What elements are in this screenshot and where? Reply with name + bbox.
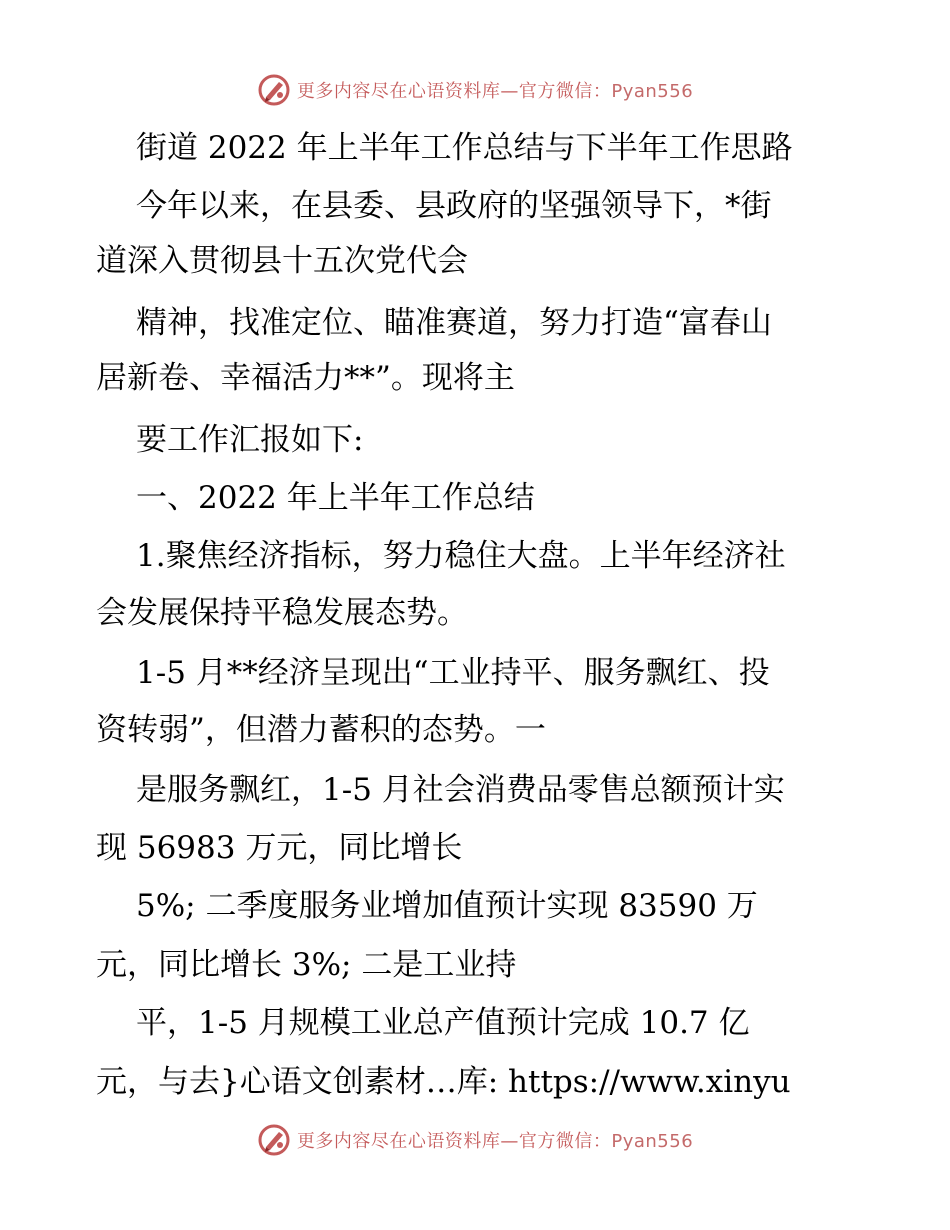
section-heading: 一、2022 年上半年工作总结 xyxy=(136,480,535,516)
paragraph-line: 会发展保持平稳发展态势。 xyxy=(96,595,468,631)
footer-banner-main: 更多内容尽在心语资料库—官方微信： xyxy=(296,1131,612,1152)
paragraph-line: 是服务飘红，1-5 月社会消费品零售总额预计实 xyxy=(136,772,785,808)
pen-leaf-logo-icon xyxy=(257,1123,291,1157)
paragraph-line: 平，1-5 月规模工业总产值预计完成 10.7 亿 xyxy=(136,1005,750,1041)
paragraph-line: 道深入贯彻县十五次党代会 xyxy=(96,243,468,279)
paragraph-line: 今年以来，在县委、县政府的坚强领导下，*街 xyxy=(136,188,772,224)
footer-banner xyxy=(0,1120,950,1160)
paragraph-line: 现 56983 万元，同比增长 xyxy=(96,830,463,866)
paragraph-line: 元，同比增长 3%; 二是工业持 xyxy=(96,947,517,983)
header-banner-wechat: Pyan556 xyxy=(611,81,694,102)
pen-leaf-logo-icon xyxy=(257,73,291,107)
paragraph-line: 精神，找准定位、瞄准赛道，努力打造“富春山 xyxy=(136,305,772,341)
paragraph-line: 居新卷、幸福活力**”。现将主 xyxy=(96,360,515,396)
paragraph-line: 1.聚焦经济指标，努力稳住大盘。上半年经济社 xyxy=(136,538,786,574)
header-banner-text xyxy=(297,77,693,103)
paragraph-line: 5%; 二季度服务业增加值预计实现 83590 万 xyxy=(136,888,758,924)
footer-banner-text xyxy=(297,1127,693,1153)
footer-banner-wechat: Pyan556 xyxy=(611,1131,694,1152)
header-banner-main: 更多内容尽在心语资料库—官方微信： xyxy=(296,81,612,102)
paragraph-line: 要工作汇报如下: xyxy=(136,422,364,458)
document-title: 街道 2022 年上半年工作总结与下半年工作思路 xyxy=(136,130,793,166)
paragraph-line: 元，与去}心语文创素材…库: https://www.xinyu xyxy=(96,1064,791,1100)
header-banner xyxy=(0,70,950,110)
paragraph-line: 资转弱”，但潜力蓄积的态势。一 xyxy=(96,712,546,748)
paragraph-line: 1-5 月**经济呈现出“工业持平、服务飘红、投 xyxy=(136,655,770,691)
